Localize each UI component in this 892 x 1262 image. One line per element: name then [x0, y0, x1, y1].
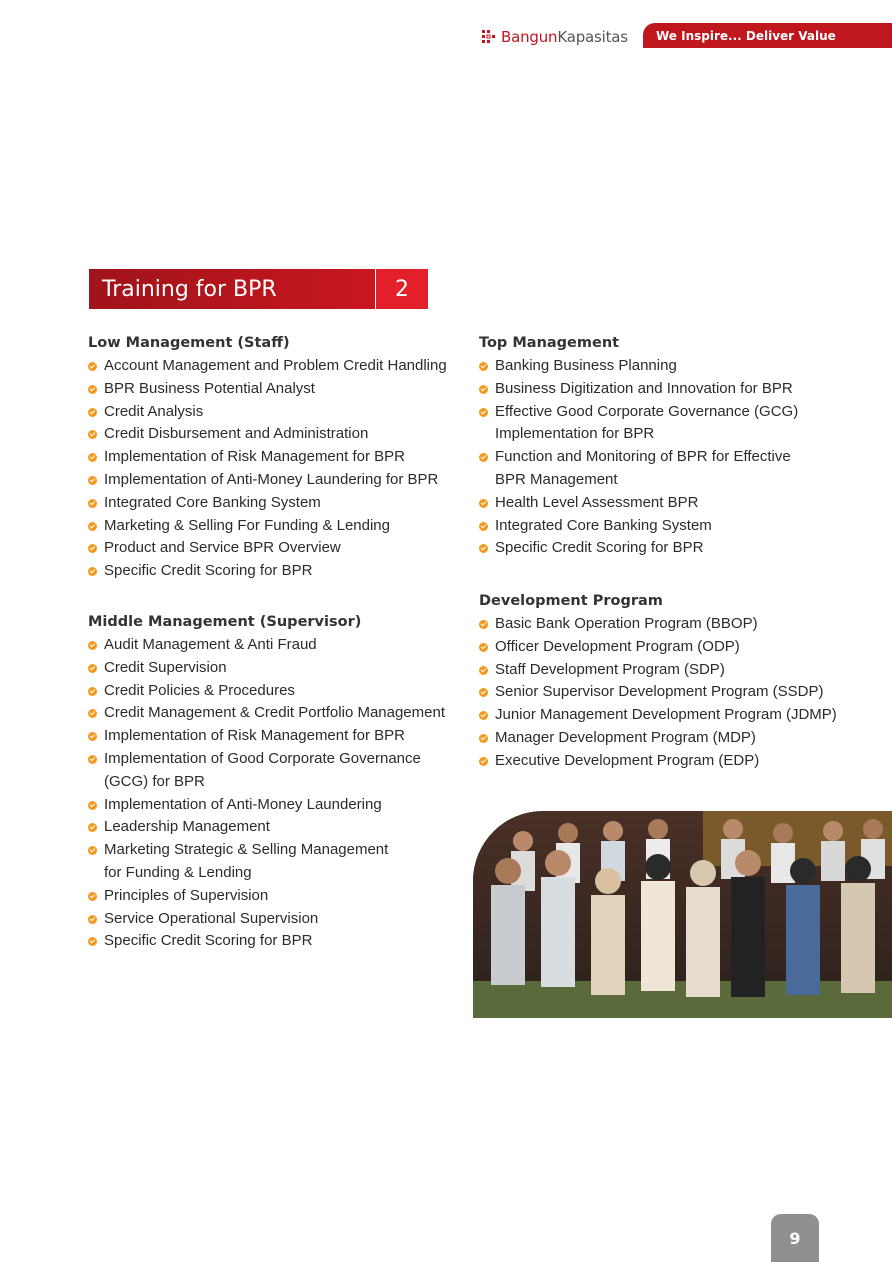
list-item-text: Account Management and Problem Credit Handling [104, 357, 447, 374]
list-item [88, 492, 458, 515]
company-logo [481, 26, 628, 48]
check-bullet-icon [479, 666, 488, 675]
list-item [88, 930, 458, 953]
check-bullet-icon [479, 522, 488, 531]
check-bullet-icon [479, 688, 488, 697]
list-item-text: Service Operational Supervision [104, 909, 319, 927]
list-item [88, 794, 458, 817]
check-bullet-icon [88, 453, 97, 462]
check-bullet-icon [88, 664, 97, 673]
list-item [479, 613, 879, 636]
check-bullet-icon [88, 823, 97, 832]
check-bullet-icon [479, 499, 488, 508]
check-bullet-icon [88, 385, 97, 394]
list-item [88, 634, 458, 657]
list-item [88, 816, 458, 839]
list-item [479, 492, 859, 515]
list-item-text: Health Level Assessment BPR [495, 493, 699, 511]
check-bullet-icon [88, 755, 97, 764]
logo-mark-icon [481, 29, 497, 45]
logo-word-kapasitas: Kapasitas [557, 28, 628, 46]
check-bullet-icon [88, 430, 97, 439]
list-item [479, 636, 879, 659]
logo-word-bangun: Bangun [501, 28, 558, 46]
list-item-text: BPR Business Potential Analyst [104, 379, 315, 397]
list-item-text: Implementation of Anti-Money Laundering for BPR [104, 470, 439, 488]
list-item [88, 885, 458, 908]
list-item-text: Staff Development Program (SDP) [495, 660, 725, 678]
list-item [479, 515, 859, 538]
check-bullet-icon [479, 620, 488, 629]
tagline-banner [643, 23, 892, 48]
page-number-badge [771, 1214, 819, 1262]
list-item-text: Leadership Management [104, 818, 270, 836]
list-item [88, 680, 458, 703]
check-bullet-icon [88, 687, 97, 696]
list-item [479, 659, 879, 682]
list-item-text: Specific Credit Scoring for BPR [104, 562, 313, 580]
list-item [88, 355, 458, 378]
check-bullet-icon [479, 408, 488, 417]
list-item [88, 446, 458, 469]
check-bullet-icon [88, 544, 97, 553]
list-item-text: Marketing Strategic & Selling Management [104, 841, 389, 859]
list-item-text: Business Digitization and Innovation for BPR [495, 379, 793, 397]
list-item-text: Credit Management & Credit Portfolio Management [104, 704, 446, 722]
list-item-text: Credit Supervision [104, 658, 227, 676]
low-management-heading: Low Management (Staff) [88, 335, 290, 351]
list-item-text: Officer Development Program (ODP) [495, 637, 740, 655]
check-bullet-icon [479, 362, 488, 371]
low-management-block [88, 333, 458, 583]
list-item-text: Basic Bank Operation Program (BBOP) [495, 615, 758, 632]
list-item [88, 537, 458, 560]
middle-management-list [88, 634, 458, 953]
check-bullet-icon [479, 711, 488, 720]
page-number: 9 [789, 1228, 801, 1248]
check-bullet-icon [88, 709, 97, 718]
check-bullet-icon [88, 915, 97, 924]
development-program-heading: Development Program [479, 593, 663, 609]
list-item-text: Marketing & Selling For Funding & Lending [104, 516, 390, 534]
check-bullet-icon [479, 385, 488, 394]
list-item-text: Specific Credit Scoring for BPR [495, 539, 704, 557]
list-item-text: Implementation of Anti-Money Laundering [104, 795, 382, 813]
list-item [479, 704, 879, 727]
list-item-text: Credit Policies & Procedures [104, 681, 295, 699]
list-item-text: Manager Development Program (MDP) [495, 728, 756, 746]
top-management-block [479, 333, 859, 560]
check-bullet-icon [479, 544, 488, 553]
list-item [479, 355, 859, 378]
check-bullet-icon [88, 362, 97, 371]
list-item-text: BPR Management [495, 470, 618, 488]
check-bullet-icon [479, 643, 488, 652]
middle-management-heading: Middle Management (Supervisor) [88, 614, 362, 630]
list-item [88, 401, 458, 424]
check-bullet-icon [88, 801, 97, 810]
group-photo-illustration [473, 811, 892, 1018]
list-item [479, 446, 859, 492]
check-bullet-icon [88, 846, 97, 855]
check-bullet-icon [88, 522, 97, 531]
list-item-text: Product and Service BPR Overview [104, 539, 341, 557]
list-item [479, 681, 879, 704]
check-bullet-icon [479, 453, 488, 462]
section-title: Training for BPR [89, 269, 375, 309]
list-item-text: Effective Good Corporate Governance (GCG) [495, 402, 799, 420]
tagline-text: We Inspire... Deliver Value [656, 28, 836, 43]
list-item-text: Implementation of Good Corporate Governance [104, 749, 421, 767]
logo-wordmark [501, 28, 628, 46]
list-item-text: Implementation for BPR [495, 425, 655, 443]
list-item-text: Principles of Supervision [104, 886, 269, 904]
check-bullet-icon [479, 734, 488, 743]
development-program-list [479, 613, 879, 773]
list-item-text: Executive Development Program (EDP) [495, 751, 760, 769]
group-photo [473, 811, 892, 1018]
check-bullet-icon [88, 499, 97, 508]
development-program-block [479, 591, 879, 773]
list-item [88, 908, 458, 931]
check-bullet-icon [88, 476, 97, 485]
top-management-heading: Top Management [479, 335, 620, 351]
list-item [479, 750, 879, 773]
list-item [479, 378, 859, 401]
list-item-text: Credit Disbursement and Administration [104, 425, 369, 443]
list-item [88, 469, 458, 492]
list-item-text: Implementation of Risk Management for BPR [104, 727, 405, 745]
list-item-text: Function and Monitoring of BPR for Effective [495, 448, 791, 466]
list-item [88, 560, 458, 583]
check-bullet-icon [88, 937, 97, 946]
list-item-text: Senior Supervisor Development Program (SSDP) [495, 683, 824, 701]
section-title-bar [89, 269, 428, 309]
check-bullet-icon [479, 757, 488, 766]
list-item-text: Credit Analysis [104, 402, 204, 420]
low-management-list [88, 355, 458, 583]
check-bullet-icon [88, 892, 97, 901]
list-item-text: Integrated Core Banking System [104, 493, 321, 511]
list-item [479, 401, 859, 447]
list-item [88, 748, 458, 794]
check-bullet-icon [88, 641, 97, 650]
list-item [479, 537, 859, 560]
list-item-text: Integrated Core Banking System [495, 516, 712, 534]
list-item [88, 725, 458, 748]
list-item-text: for Funding & Lending [104, 863, 252, 881]
section-number: 2 [375, 269, 428, 309]
list-item-text: Banking Business Planning [495, 357, 677, 374]
list-item-text: Implementation of Risk Management for BPR [104, 448, 405, 466]
list-item [88, 702, 458, 725]
list-item [88, 839, 458, 885]
top-management-list [479, 355, 859, 560]
list-item-text: (GCG) for BPR [104, 772, 205, 790]
check-bullet-icon [88, 567, 97, 576]
check-bullet-icon [88, 408, 97, 417]
list-item-text: Specific Credit Scoring for BPR [104, 932, 313, 950]
list-item [88, 657, 458, 680]
list-item [88, 423, 458, 446]
list-item-text: Audit Management & Anti Fraud [104, 636, 317, 653]
list-item [88, 378, 458, 401]
middle-management-block [88, 612, 458, 953]
list-item [88, 515, 458, 538]
check-bullet-icon [88, 732, 97, 741]
list-item-text: Junior Management Development Program (JDMP) [495, 706, 837, 724]
list-item [479, 727, 879, 750]
